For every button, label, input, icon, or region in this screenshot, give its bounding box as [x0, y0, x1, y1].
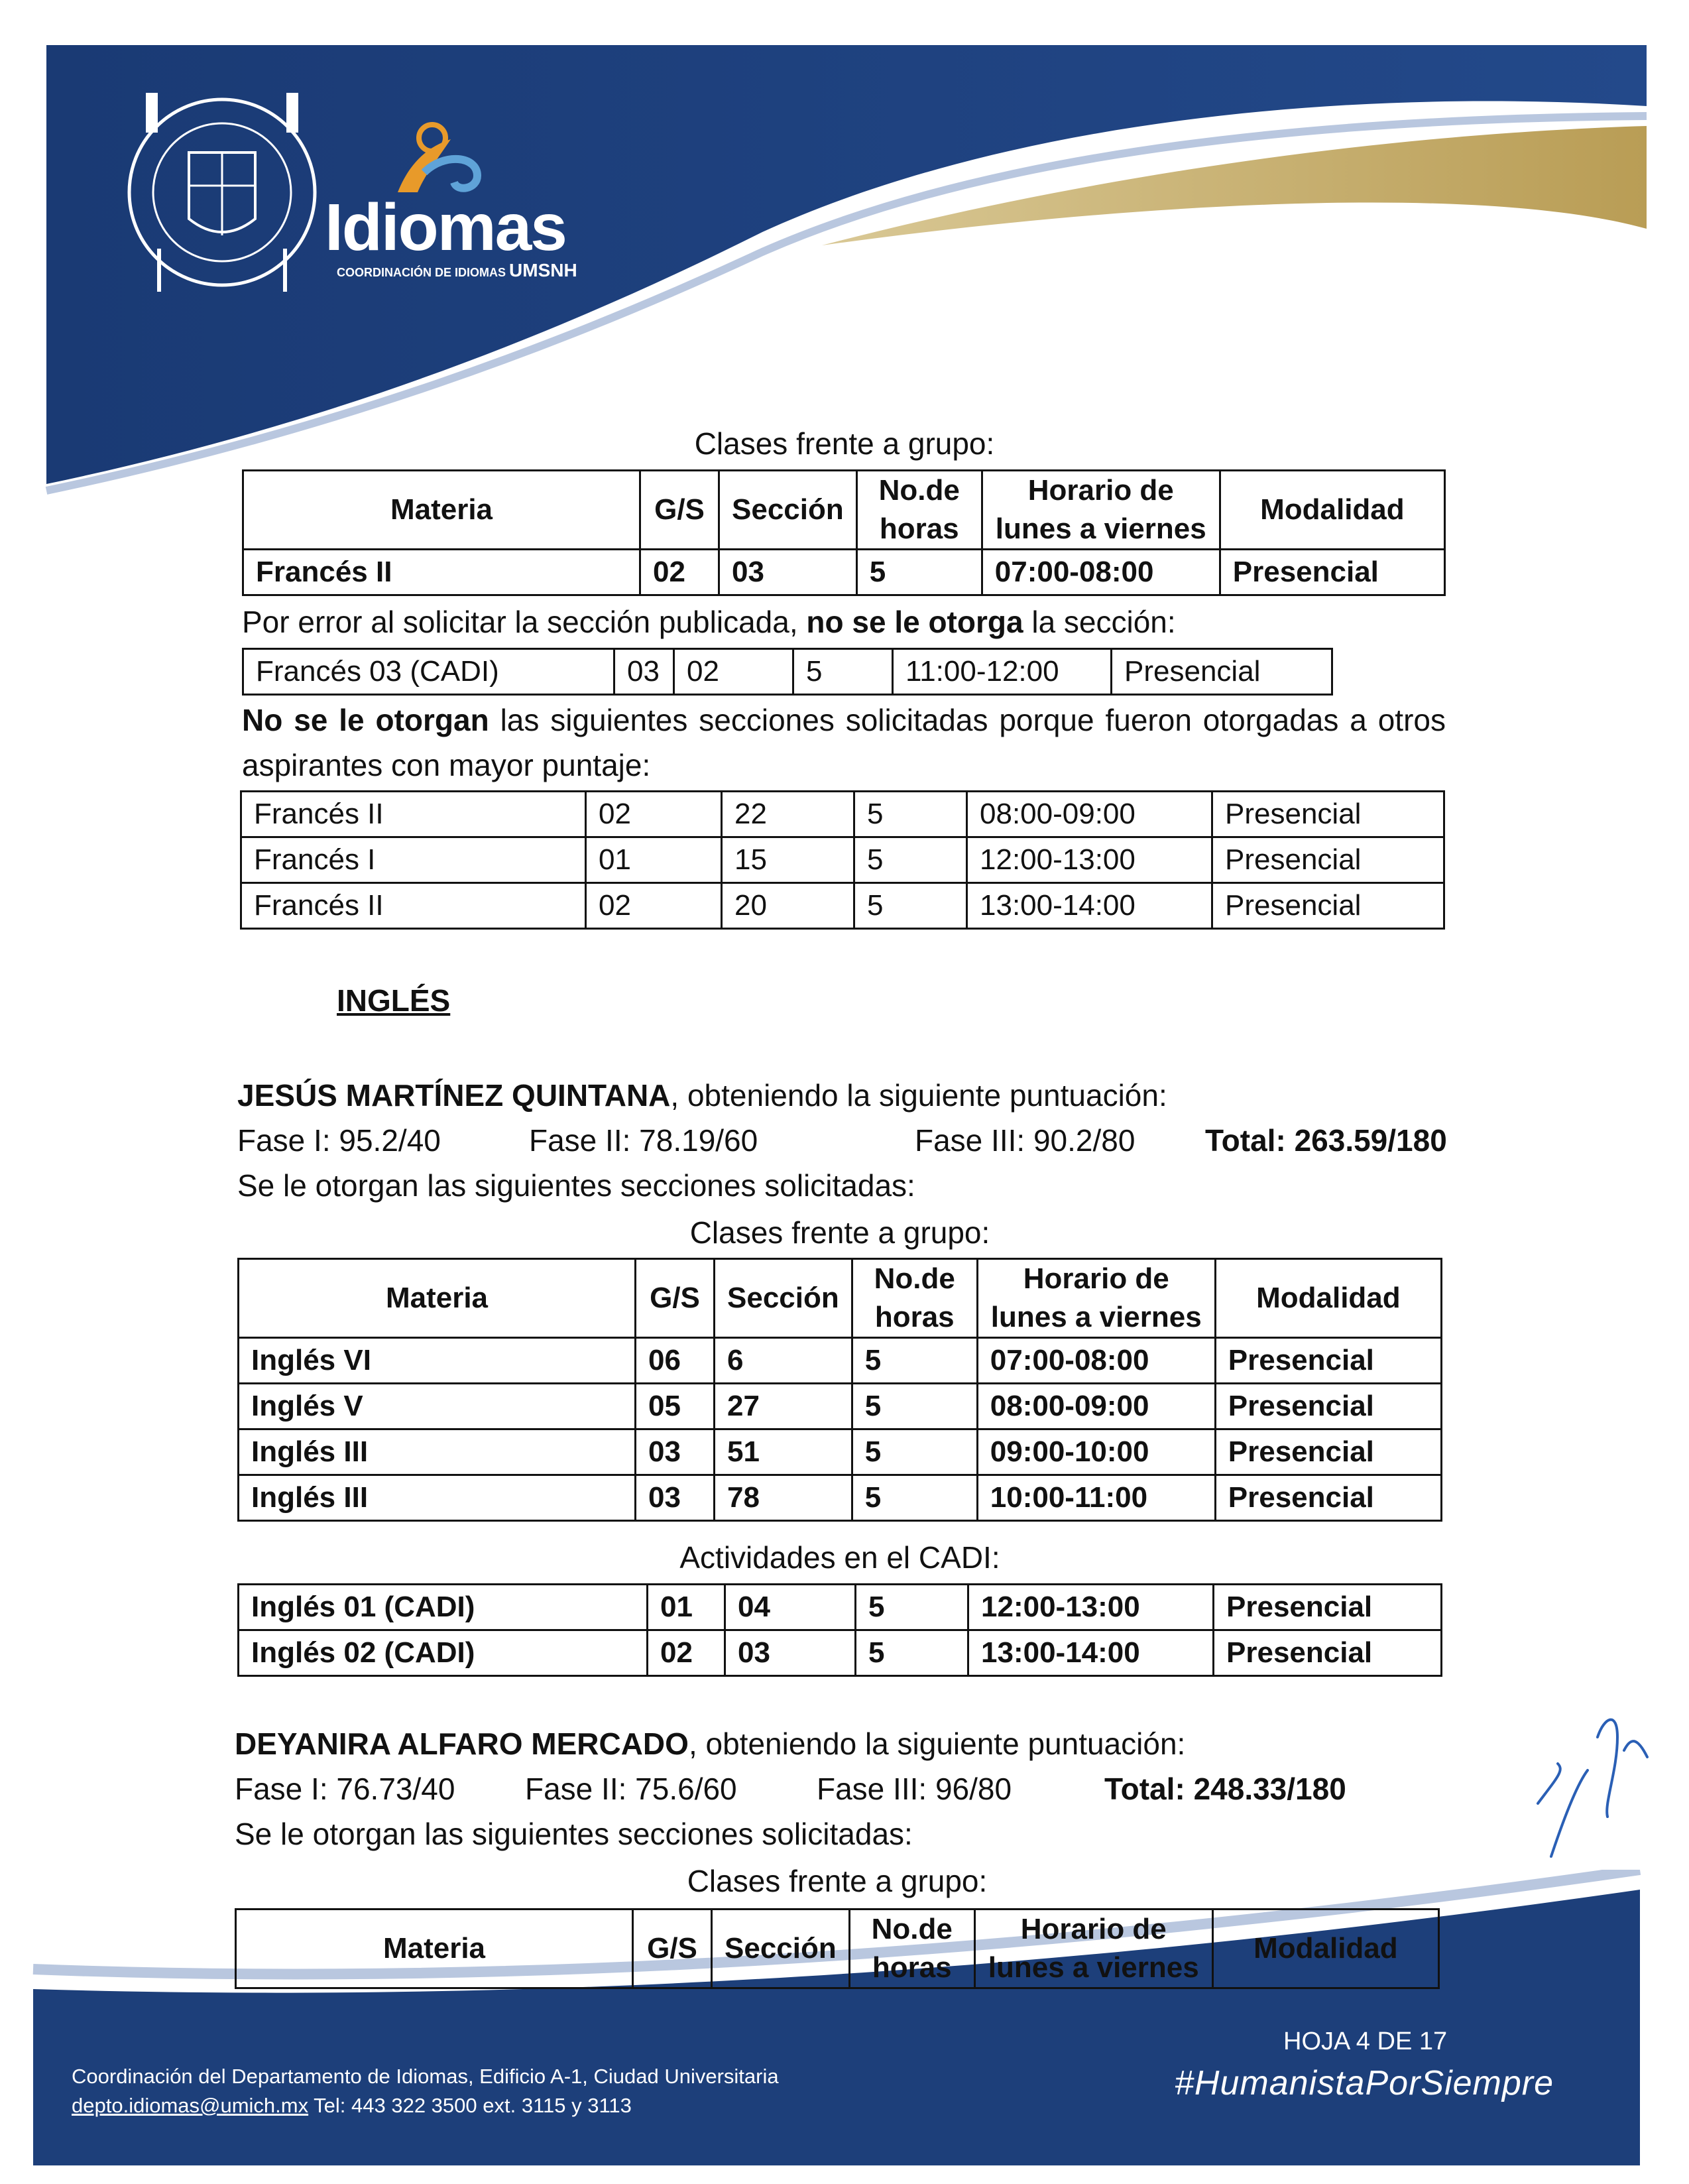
person2-name: DEYANIRA ALFARO MERCADO	[235, 1727, 689, 1761]
person2-granted-text: Se le otorgan las siguientes secciones solicitadas:	[235, 1817, 913, 1851]
university-seal	[119, 80, 325, 298]
person1-name: JESÚS MARTÍNEZ QUINTANA	[237, 1078, 671, 1113]
table-cell: 78	[715, 1475, 852, 1521]
table-cell: 6	[715, 1338, 852, 1384]
table-row	[243, 550, 1445, 595]
caption-clases-1: Clases frente a grupo:	[694, 426, 995, 461]
table-cell: 5	[856, 1585, 968, 1630]
table-row	[239, 1338, 1442, 1384]
table-header-row: Materia G/S Sección No.de horas Horario de lunes a viernes Modalidad	[236, 1910, 1439, 1988]
person2-heading: DEYANIRA ALFARO MERCADO, obteniendo la siguiente puntuación:	[235, 1727, 1186, 1761]
table-cell: Presencial	[1215, 1384, 1441, 1429]
table-cell: 5	[852, 1384, 977, 1429]
table-person1-cadi	[237, 1583, 1442, 1677]
table-cell: Inglés 02 (CADI)	[239, 1630, 648, 1676]
table-cell: Inglés V	[239, 1384, 636, 1429]
table-row	[241, 837, 1444, 883]
table-cell: 5	[852, 1475, 977, 1521]
table-cell: Inglés III	[239, 1475, 636, 1521]
table-cell: 08:00-09:00	[967, 792, 1212, 837]
table-cell: 5	[854, 837, 967, 883]
table-cell: Francés II	[241, 792, 586, 837]
table-cell: Presencial	[1215, 1475, 1441, 1521]
table-cell: 5	[852, 1429, 977, 1475]
person2-caption: Clases frente a grupo:	[687, 1864, 988, 1898]
table-cell: 5	[856, 550, 982, 595]
table-cell: Presencial	[1215, 1429, 1441, 1475]
footer-hashtag: #HumanistaPorSiempre	[1175, 2064, 1554, 2102]
table-cell: 02	[640, 550, 719, 595]
table-cell: 5	[852, 1338, 977, 1384]
logo-wordmark: Idiomas	[325, 190, 566, 265]
table-cell: 08:00-09:00	[977, 1384, 1215, 1429]
error-paragraph: Por error al solicitar la sección publicada, no se le otorga la sección:	[242, 605, 1176, 639]
table-row	[243, 649, 1332, 695]
person1-heading: JESÚS MARTÍNEZ QUINTANA, obteniendo la siguiente puntuación:	[237, 1078, 1167, 1113]
handwritten-signature	[1525, 1697, 1657, 1870]
table-row	[239, 1630, 1442, 1676]
table-cell: Presencial	[1212, 883, 1444, 929]
table-row	[239, 1585, 1442, 1630]
table-cell: 02	[674, 649, 793, 695]
table-header-row: Materia G/S Sección No.de horas Horario de lunes a viernes Modalidad	[239, 1259, 1442, 1338]
person1-granted-text: Se le otorgan las siguientes secciones solicitadas:	[237, 1168, 915, 1203]
table-cell: 01	[586, 837, 722, 883]
logo-sub-bold: UMSNH	[509, 260, 577, 280]
person2-fase3: Fase III: 96/80	[817, 1772, 1012, 1806]
table-cell: 12:00-13:00	[968, 1585, 1214, 1630]
table-cell: 20	[722, 883, 854, 929]
table-cell: 03	[719, 550, 857, 595]
table-cell: 04	[725, 1585, 856, 1630]
table-row	[239, 1475, 1442, 1521]
table-cell: 10:00-11:00	[977, 1475, 1215, 1521]
table-cell: Francés I	[241, 837, 586, 883]
table-cell: 27	[715, 1384, 852, 1429]
table-frances-granted	[242, 469, 1446, 596]
table-cell: 15	[722, 837, 854, 883]
table-cell: 06	[636, 1338, 715, 1384]
table-cell: Francés 03 (CADI)	[243, 649, 614, 695]
table-cell: 13:00-14:00	[968, 1630, 1214, 1676]
table-cell: 03	[725, 1630, 856, 1676]
table-cell: 09:00-10:00	[977, 1429, 1215, 1475]
table-row	[241, 792, 1444, 837]
logo-sub-small: COORDINACIÓN DE IDIOMAS	[337, 266, 506, 279]
table-cell: 02	[586, 792, 722, 837]
table-person1-classes	[237, 1258, 1442, 1522]
col-horario: Horario de lunes a viernes	[982, 471, 1220, 550]
table-denied-sections	[240, 790, 1445, 930]
table-cell: Inglés VI	[239, 1338, 636, 1384]
section-title-ingles: INGLÉS	[337, 983, 451, 1018]
footer-address-block	[72, 2062, 779, 2120]
col-gs: G/S	[640, 471, 719, 550]
table-cell: 03	[636, 1475, 715, 1521]
table-cell: 01	[648, 1585, 725, 1630]
person1-fase3: Fase III: 90.2/80	[915, 1123, 1136, 1158]
footer-contact: depto.idiomas@umich.mx Tel: 443 322 3500 ext. 3115 y 3113	[72, 2094, 632, 2117]
table-cell: 11:00-12:00	[893, 649, 1112, 695]
table-cell: 5	[856, 1630, 968, 1676]
table-cell: 03	[614, 649, 674, 695]
table-cell: Francés II	[243, 550, 640, 595]
table-cell: Inglés III	[239, 1429, 636, 1475]
table-cell: Presencial	[1212, 837, 1444, 883]
table-cell: 03	[636, 1429, 715, 1475]
table-cell: 07:00-08:00	[982, 550, 1220, 595]
person2-total: Total: 248.33/180	[1104, 1772, 1346, 1806]
person1-caption: Clases frente a grupo:	[689, 1215, 990, 1250]
table-row	[239, 1429, 1442, 1475]
table-cell: 13:00-14:00	[967, 883, 1212, 929]
table-cell: Presencial	[1215, 1338, 1441, 1384]
col-modalidad: Modalidad	[1220, 471, 1444, 550]
table-cell: 51	[715, 1429, 852, 1475]
logo-subtitle	[337, 260, 577, 281]
footer-email-link[interactable]: depto.idiomas@umich.mx	[72, 2094, 309, 2117]
col-nohoras: No.de horas	[856, 471, 982, 550]
person1-cadi-caption: Actividades en el CADI:	[679, 1540, 1000, 1575]
person1-total: Total: 263.59/180	[1205, 1123, 1447, 1158]
table-cell: 07:00-08:00	[977, 1338, 1215, 1384]
table-person2-classes	[235, 1908, 1440, 1989]
person1-fase2: Fase II: 78.19/60	[529, 1123, 758, 1158]
person2-fase1: Fase I: 76.73/40	[235, 1772, 455, 1806]
page-counter: HOJA 4 DE 17	[1283, 2028, 1448, 2055]
table-cell: 22	[722, 792, 854, 837]
table-cell: Presencial	[1214, 1630, 1442, 1676]
person1-fase1: Fase I: 95.2/40	[237, 1123, 441, 1158]
table-row	[241, 883, 1444, 929]
table-header-row	[243, 471, 1445, 550]
col-materia: Materia	[243, 471, 640, 550]
table-cell: Presencial	[1212, 792, 1444, 837]
table-cell: 05	[636, 1384, 715, 1429]
table-cell: 12:00-13:00	[967, 837, 1212, 883]
table-cell: 02	[648, 1630, 725, 1676]
table-row	[239, 1384, 1442, 1429]
footer-address: Coordinación del Departamento de Idiomas, Edificio A-1, Ciudad Universitaria	[72, 2065, 779, 2088]
table-cell: Presencial	[1112, 649, 1332, 695]
person2-fase2: Fase II: 75.6/60	[525, 1772, 737, 1806]
col-seccion: Sección	[719, 471, 857, 550]
table-cell: Inglés 01 (CADI)	[239, 1585, 648, 1630]
table-cell: 5	[854, 883, 967, 929]
table-cell: 5	[793, 649, 893, 695]
table-cell: Presencial	[1214, 1585, 1442, 1630]
denied-paragraph: No se le otorgan las siguientes secciones solicitadas porque fueron otorgadas a otros aspirantes con mayor puntaje:	[242, 703, 1446, 782]
table-cell: Presencial	[1220, 550, 1444, 595]
table-cell: Francés II	[241, 883, 586, 929]
table-error-section	[242, 648, 1333, 696]
table-cell: 02	[586, 883, 722, 929]
table-cell: 5	[854, 792, 967, 837]
idiomas-swirl-icon	[391, 119, 491, 199]
